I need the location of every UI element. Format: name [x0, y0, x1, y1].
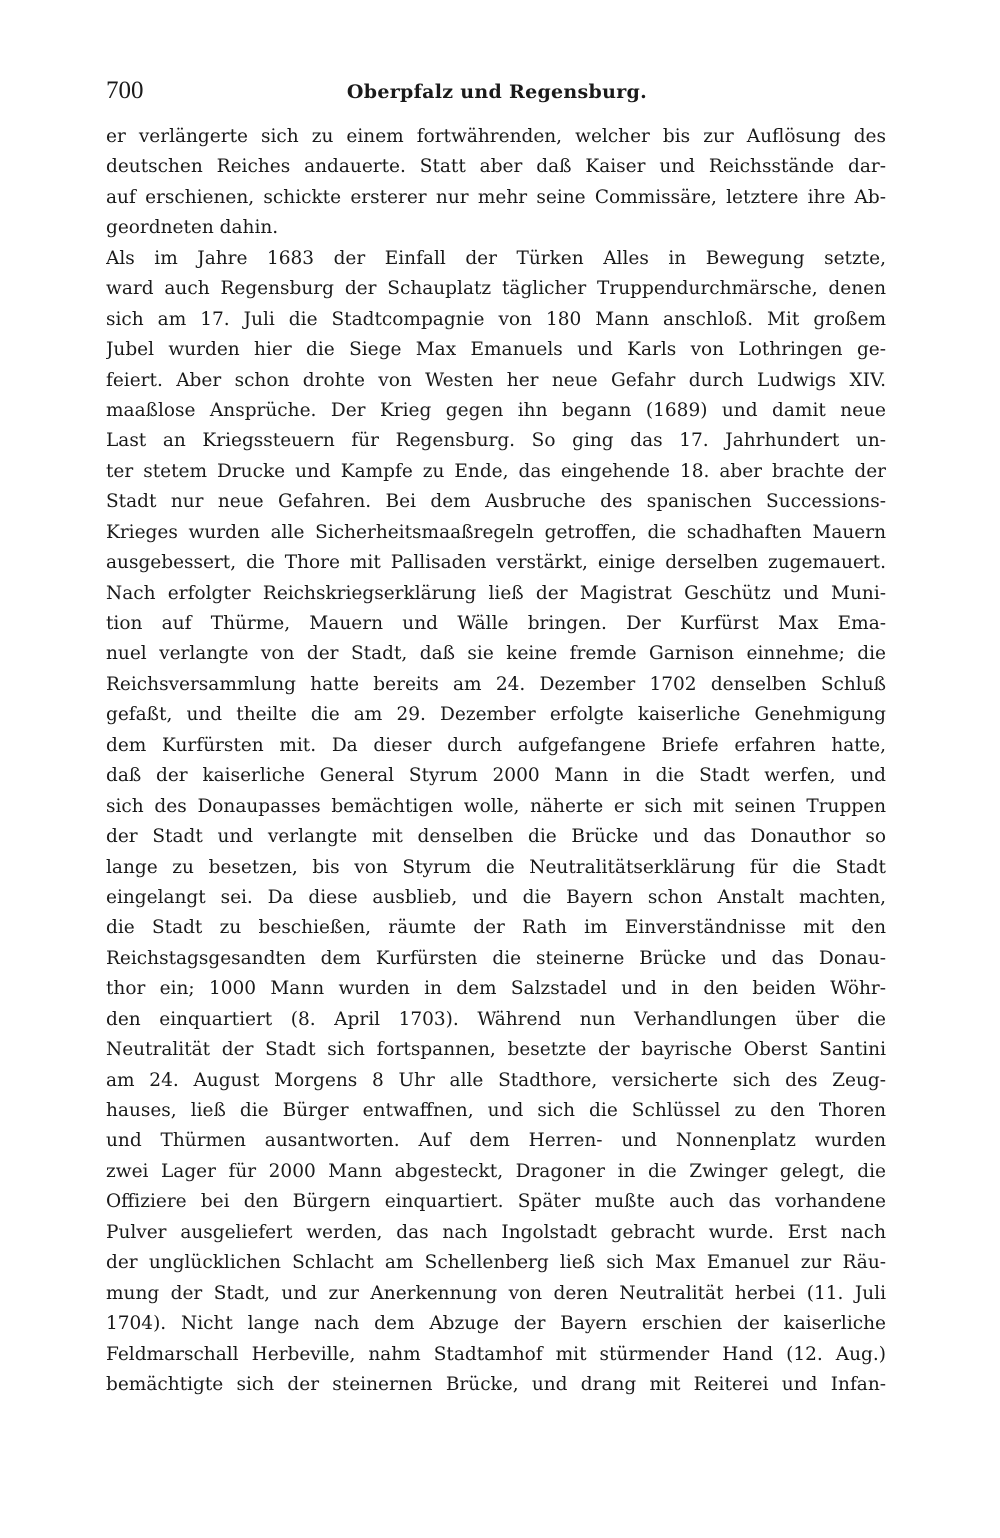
- text-line: Stadt nur neue Gefahren. Bei dem Ausbruche des spanischen Successions-: [106, 491, 886, 513]
- text-line: Krieges wurden alle Sicherheitsmaaßregeln getroffen, die schadhaften Mauern: [106, 521, 886, 543]
- text-line: Last an Kriegssteuern für Regensburg. So ging das 17. Jahrhundert un-: [106, 430, 886, 452]
- text-line: die Stadt zu beschießen, räumte der Rath im Einverständnisse mit den: [106, 917, 886, 939]
- text-line: thor ein; 1000 Mann wurden in dem Salzstadel und in den beiden Wöhr-: [106, 978, 886, 1000]
- text-line: ward auch Regensburg der Schauplatz täglicher Truppendurchmärsche, denen: [106, 278, 886, 300]
- text-line: Reichstagsgesandten dem Kurfürsten die steinerne Brücke und das Donau-: [106, 947, 886, 969]
- text-line: zwei Lager für 2000 Mann abgesteckt, Dragoner in die Zwinger gelegt, die: [106, 1160, 886, 1182]
- text-line: nuel verlangte von der Stadt, daß sie keine fremde Garnison einnehme; die: [106, 643, 886, 665]
- text-line: ausgebessert, die Thore mit Pallisaden verstärkt, einige derselben zugemauert.: [106, 552, 886, 574]
- text-line: Neutralität der Stadt sich fortspannen, besetzte der bayrische Oberst Santini: [106, 1039, 886, 1061]
- text-line: sich des Donaupasses bemächtigen wolle, näherte er sich mit seinen Truppen: [106, 795, 886, 817]
- text-line: hauses, ließ die Bürger entwaffnen, und sich die Schlüssel zu den Thoren: [106, 1100, 886, 1121]
- text-line: geordneten dahin.: [106, 217, 279, 239]
- text-line: sich am 17. Juli die Stadtcompagnie von 180 Mann anschloß. Mit großem: [106, 308, 886, 330]
- text-line: bemächtigte sich der steinernen Brücke, und drang mit Reiterei und Infan-: [106, 1373, 886, 1395]
- text-line: Pulver ausgeliefert werden, das nach Ingolstadt gebracht wurde. Erst nach: [106, 1221, 886, 1243]
- text-line: Offiziere bei den Bürgern einquartiert. Später mußte auch das vorhandene: [106, 1191, 886, 1213]
- text-line: feiert. Aber schon drohte von Westen her neue Gefahr durch Ludwigs XIV.: [106, 369, 886, 391]
- text-line: Nach erfolgter Reichskriegserklärung ließ der Magistrat Geschütz und Muni-: [106, 582, 886, 604]
- text-line: dem Kurfürsten mit. Da dieser durch aufgefangene Briefe erfahren hatte,: [106, 734, 886, 756]
- running-head: Oberpfalz und Regensburg.: [346, 81, 648, 103]
- text-line: Feldmarschall Herbeville, nahm Stadtamhof mit stürmender Hand (12. Aug.): [106, 1343, 886, 1365]
- text-line: eingelangt sei. Da diese ausblieb, und die Bayern schon Anstalt machten,: [106, 886, 886, 908]
- text-line: der Stadt und verlangte mit denselben die Brücke und das Donauthor so: [106, 826, 886, 848]
- page-header: [106, 76, 888, 106]
- text-line: mung der Stadt, und zur Anerkennung von deren Neutralität herbei (11. Juli: [106, 1282, 886, 1304]
- text-line: er verlängerte sich zu einem fortwährenden, welcher bis zur Auflösung des: [106, 126, 886, 147]
- text-line: ter stetem Drucke und Kampfe zu Ende, das eingehende 18. aber brachte der: [106, 460, 886, 482]
- text-line: lange zu besetzen, bis von Styrum die Neutralitätserklärung für die Stadt: [106, 856, 886, 878]
- text-line: maaßlose Ansprüche. Der Krieg gegen ihn begann (1689) und damit neue: [106, 399, 886, 421]
- text-line: daß der kaiserliche General Styrum 2000 Mann in die Stadt werfen, und: [106, 765, 886, 787]
- text-line: am 24. August Morgens 8 Uhr alle Stadthore, versicherte sich des Zeug-: [106, 1069, 886, 1091]
- page-number: 700: [106, 77, 144, 104]
- text-line: deutschen Reiches andauerte. Statt aber daß Kaiser und Reichsstände dar-: [106, 156, 886, 178]
- text-line: den einquartiert (8. April 1703). Während nun Verhandlungen über die: [106, 1008, 886, 1030]
- text-line: gefaßt, und theilte die am 29. Dezember erfolgte kaiserliche Genehmigung: [106, 704, 886, 726]
- text-line: Als im Jahre 1683 der Einfall der Türken Alles in Bewegung setzte,: [106, 247, 886, 269]
- text-line: und Thürmen ausantworten. Auf dem Herren- und Nonnenplatz wurden: [106, 1130, 886, 1152]
- text-line: tion auf Thürme, Mauern und Wälle bringen. Der Kurfürst Max Ema-: [106, 613, 886, 634]
- body-text: [106, 122, 886, 1400]
- text-line: Jubel wurden hier die Siege Max Emanuels und Karls von Lothringen ge-: [106, 339, 886, 361]
- text-line: Reichsversammlung hatte bereits am 24. Dezember 1702 denselben Schluß: [106, 673, 886, 695]
- text-line: der unglücklichen Schlacht am Schellenberg ließ sich Max Emanuel zur Räu-: [106, 1252, 886, 1274]
- text-line: auf erschienen, schickte ersterer nur mehr seine Commissäre, letztere ihre Ab-: [106, 186, 886, 208]
- text-line: 1704). Nicht lange nach dem Abzuge der Bayern erschien der kaiserliche: [106, 1313, 886, 1335]
